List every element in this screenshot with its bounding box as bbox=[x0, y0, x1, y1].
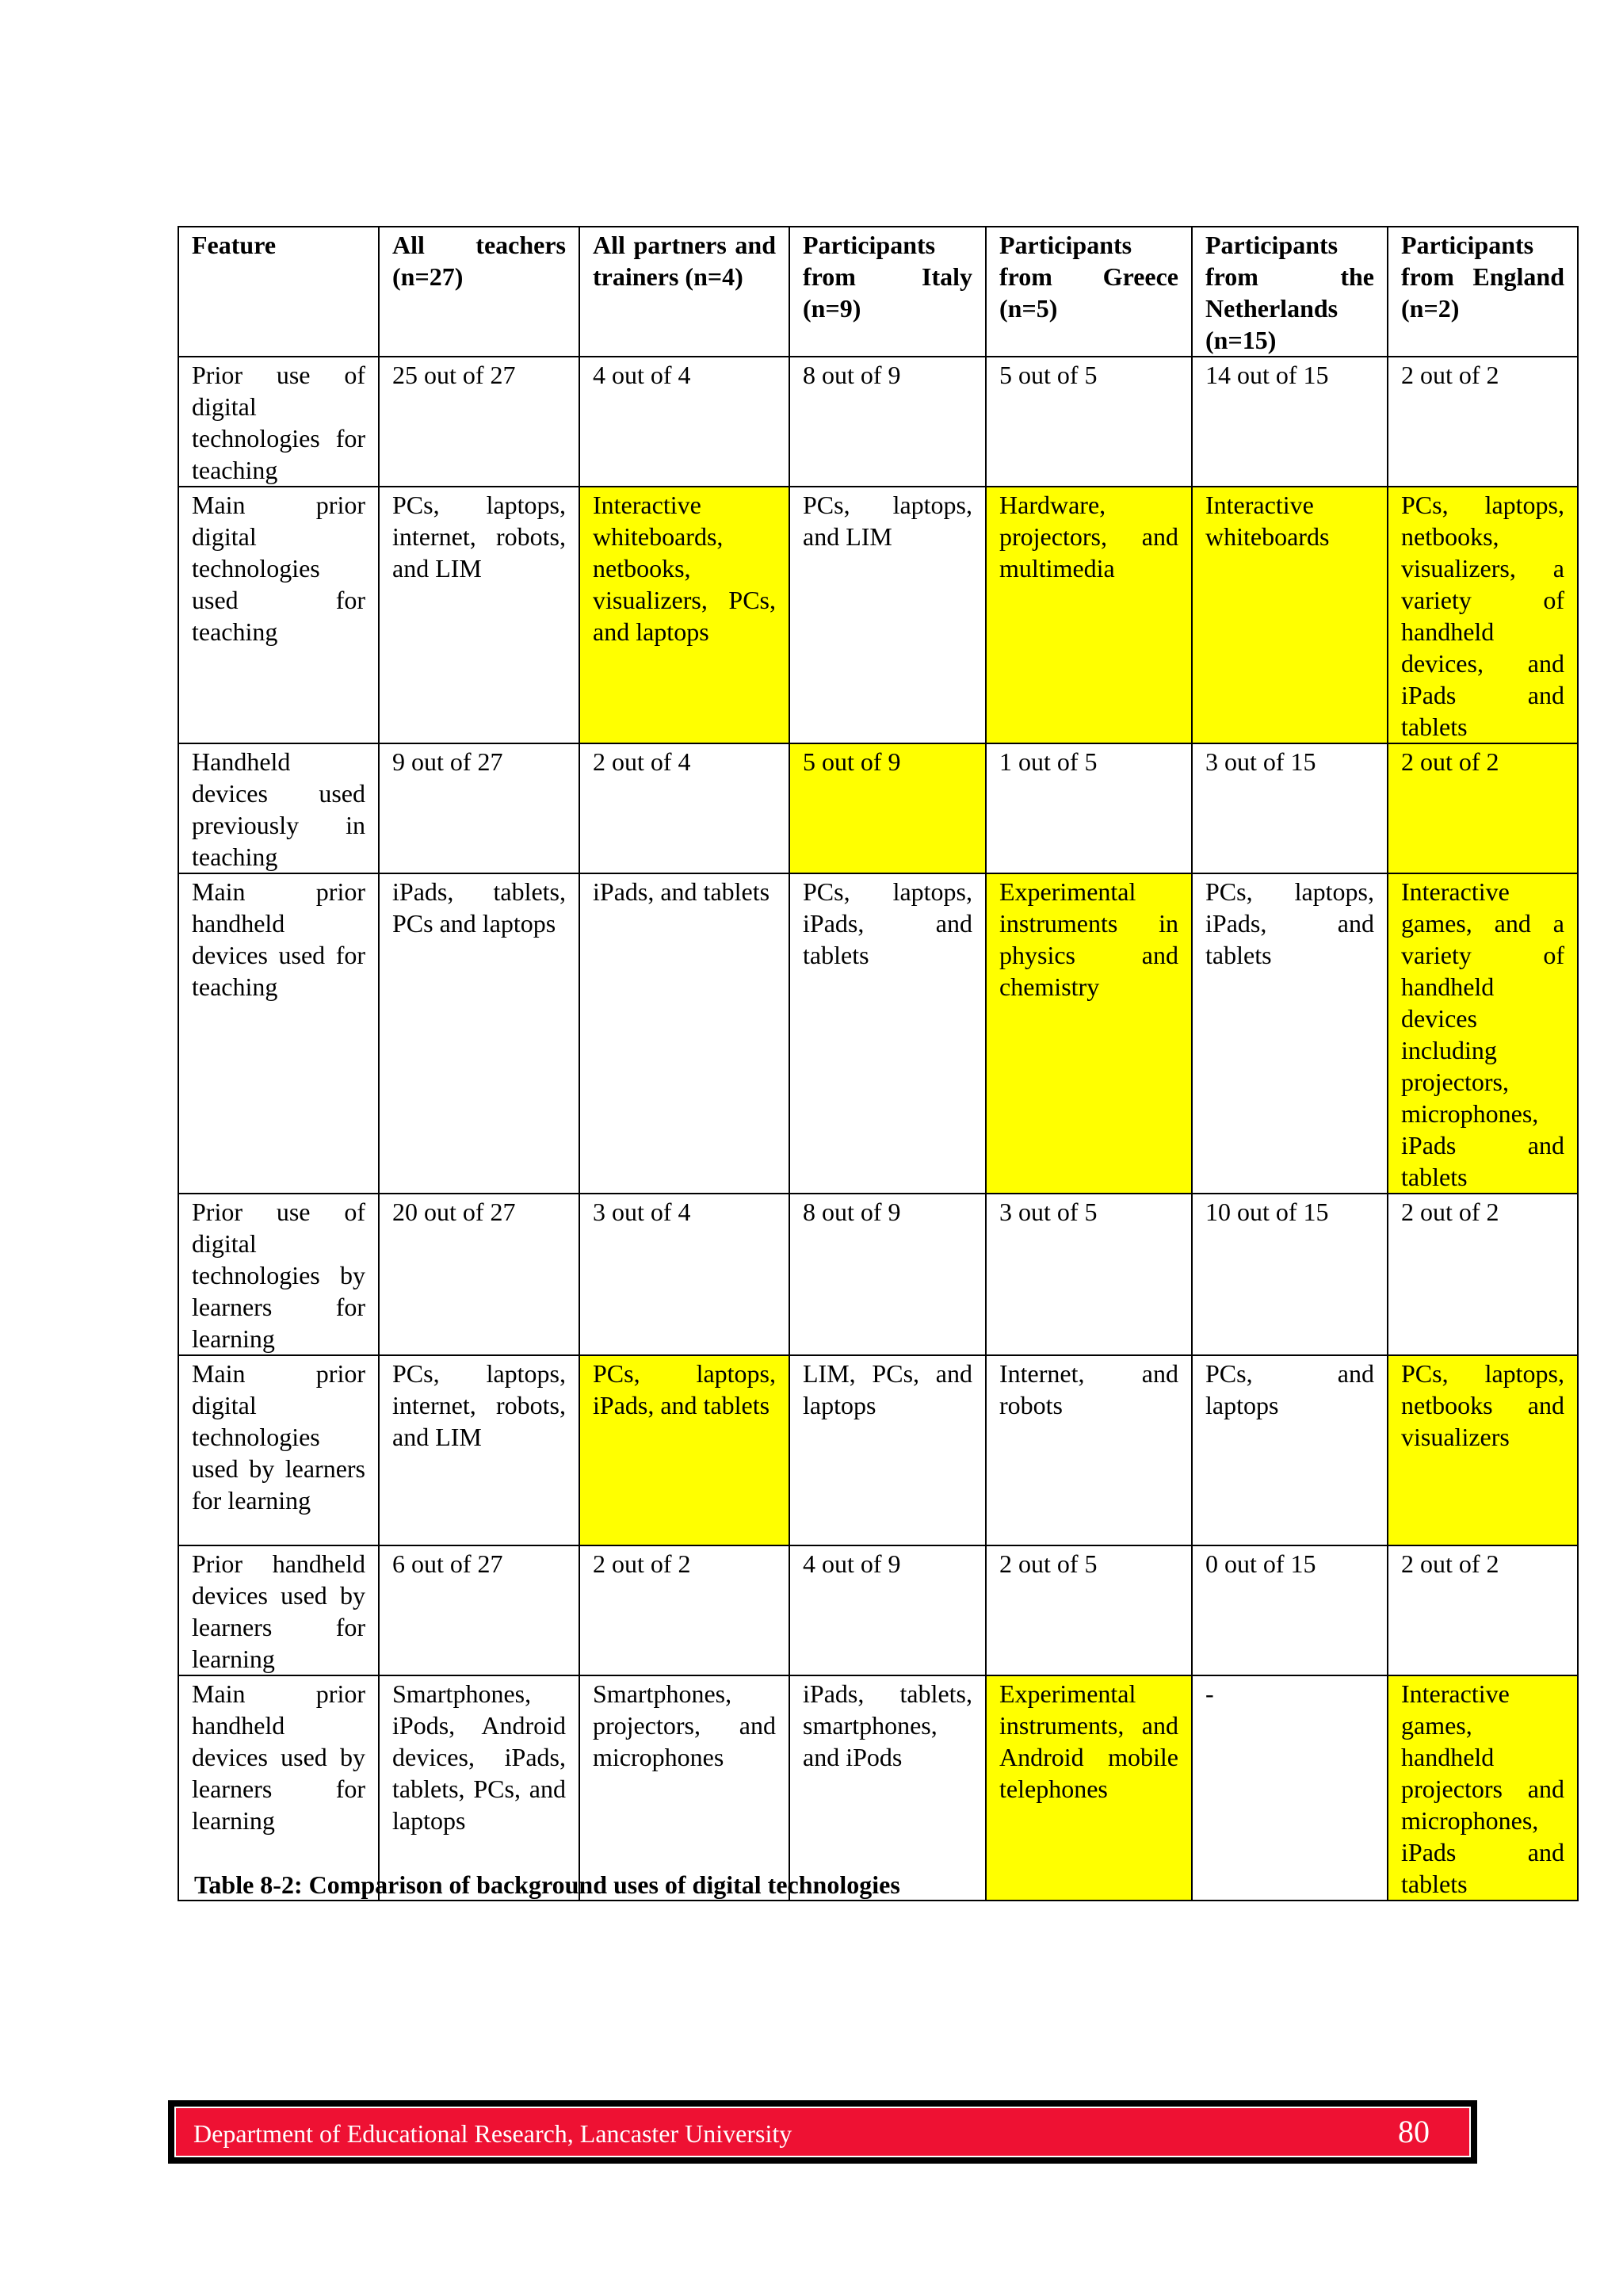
table-cell: 3 out of 15 bbox=[1192, 743, 1388, 873]
comparison-table bbox=[178, 226, 1579, 1901]
table-cell: Prior handheld devices used by learners for learning bbox=[178, 1545, 379, 1675]
table-cell: Experimental instruments in physics and chemistry bbox=[986, 873, 1192, 1194]
table-cell: Handheld devices used previously in teaching bbox=[178, 743, 379, 873]
header-cell-england: Participants from England (n=2) bbox=[1388, 227, 1578, 357]
table-cell: 5 out of 5 bbox=[986, 357, 1192, 487]
table-header-row bbox=[178, 227, 1578, 357]
table-cell: PCs, laptops, netbooks and visualizers bbox=[1388, 1355, 1578, 1545]
table-cell: iPads, tablets, PCs and laptops bbox=[379, 873, 579, 1194]
table-row bbox=[178, 743, 1578, 873]
table-row bbox=[178, 873, 1578, 1194]
table-cell: 2 out of 5 bbox=[986, 1545, 1192, 1675]
table-row bbox=[178, 357, 1578, 487]
page-number: 80 bbox=[1398, 2114, 1430, 2149]
table-cell: iPads, tablets, smartphones, and iPods bbox=[789, 1675, 986, 1901]
table-cell: Prior use of digital technologies for teaching bbox=[178, 357, 379, 487]
header-cell-netherlands: Participants from the Netherlands (n=15) bbox=[1192, 227, 1388, 357]
table-row bbox=[178, 1545, 1578, 1675]
table-row bbox=[178, 1675, 1578, 1901]
table-cell: PCs, laptops, iPads, and tablets bbox=[789, 873, 986, 1194]
table-cell: 3 out of 5 bbox=[986, 1194, 1192, 1355]
table-cell: 2 out of 2 bbox=[1388, 357, 1578, 487]
table-cell: 14 out of 15 bbox=[1192, 357, 1388, 487]
table-cell: Smartphones, projectors, and microphones bbox=[579, 1675, 789, 1901]
table-cell: 4 out of 9 bbox=[789, 1545, 986, 1675]
table-cell: Smartphones, iPods, Android devices, iPads, tablets, PCs, and laptops bbox=[379, 1675, 579, 1901]
page-footer bbox=[168, 2100, 1477, 2164]
footer-department-text: Department of Educational Research, Lancaster University bbox=[193, 2119, 792, 2148]
table-cell: Main prior digital technologies used by learners for learning bbox=[178, 1355, 379, 1545]
table-cell: 0 out of 15 bbox=[1192, 1545, 1388, 1675]
table-cell: 25 out of 27 bbox=[379, 357, 579, 487]
table-cell: - bbox=[1192, 1675, 1388, 1901]
header-cell-all-teachers: All teachers (n=27) bbox=[379, 227, 579, 357]
table-cell: Hardware, projectors, and multimedia bbox=[986, 487, 1192, 743]
table-cell: PCs, laptops, iPads, and tablets bbox=[579, 1355, 789, 1545]
table-cell: PCs, laptops, and LIM bbox=[789, 487, 986, 743]
table-cell: Interactive whiteboards bbox=[1192, 487, 1388, 743]
table-cell: 4 out of 4 bbox=[579, 357, 789, 487]
table-cell: 6 out of 27 bbox=[379, 1545, 579, 1675]
header-cell-feature: Feature bbox=[178, 227, 379, 357]
table-caption: Table 8-2: Comparison of background uses of digital technologies bbox=[194, 1870, 900, 1899]
table-cell: Main prior handheld devices used by learners for learning bbox=[178, 1675, 379, 1901]
table-cell: Interactive games, and a variety of handheld devices including projectors, microphones, iPads and tablets bbox=[1388, 873, 1578, 1194]
table-cell: Interactive games, handheld projectors and microphones, iPads and tablets bbox=[1388, 1675, 1578, 1901]
table-cell: PCs, and laptops bbox=[1192, 1355, 1388, 1545]
table-cell: 9 out of 27 bbox=[379, 743, 579, 873]
table-cell: 2 out of 2 bbox=[1388, 1545, 1578, 1675]
table-cell: 5 out of 9 bbox=[789, 743, 986, 873]
table-cell: 8 out of 9 bbox=[789, 357, 986, 487]
table-cell: Interactive whiteboards, netbooks, visualizers, PCs, and laptops bbox=[579, 487, 789, 743]
table-cell: 1 out of 5 bbox=[986, 743, 1192, 873]
table-cell: Main prior handheld devices used for teaching bbox=[178, 873, 379, 1194]
table-cell: 3 out of 4 bbox=[579, 1194, 789, 1355]
header-cell-partners-trainers: All partners and trainers (n=4) bbox=[579, 227, 789, 357]
table-cell: iPads, and tablets bbox=[579, 873, 789, 1194]
table-cell: PCs, laptops, internet, robots, and LIM bbox=[379, 1355, 579, 1545]
table-cell: 20 out of 27 bbox=[379, 1194, 579, 1355]
table-row bbox=[178, 487, 1578, 743]
footer-banner bbox=[174, 2107, 1471, 2157]
table-cell: Prior use of digital technologies by learners for learning bbox=[178, 1194, 379, 1355]
table-cell: Main prior digital technologies used for teaching bbox=[178, 487, 379, 743]
table-cell: 2 out of 2 bbox=[1388, 1194, 1578, 1355]
header-cell-greece: Participants from Greece (n=5) bbox=[986, 227, 1192, 357]
table-cell: PCs, laptops, internet, robots, and LIM bbox=[379, 487, 579, 743]
table-cell: PCs, laptops, iPads, and tablets bbox=[1192, 873, 1388, 1194]
table-cell: 10 out of 15 bbox=[1192, 1194, 1388, 1355]
table-cell: 8 out of 9 bbox=[789, 1194, 986, 1355]
table-cell: Internet, and robots bbox=[986, 1355, 1192, 1545]
table-cell: 2 out of 2 bbox=[579, 1545, 789, 1675]
table-cell: Experimental instruments, and Android mobile telephones bbox=[986, 1675, 1192, 1901]
table-cell: LIM, PCs, and laptops bbox=[789, 1355, 986, 1545]
header-cell-italy: Participants from Italy (n=9) bbox=[789, 227, 986, 357]
table-row bbox=[178, 1194, 1578, 1355]
table-cell: 2 out of 4 bbox=[579, 743, 789, 873]
table-cell: 2 out of 2 bbox=[1388, 743, 1578, 873]
table-row bbox=[178, 1355, 1578, 1545]
table-cell: PCs, laptops, netbooks, visualizers, a variety of handheld devices, and iPads and tablets bbox=[1388, 487, 1578, 743]
